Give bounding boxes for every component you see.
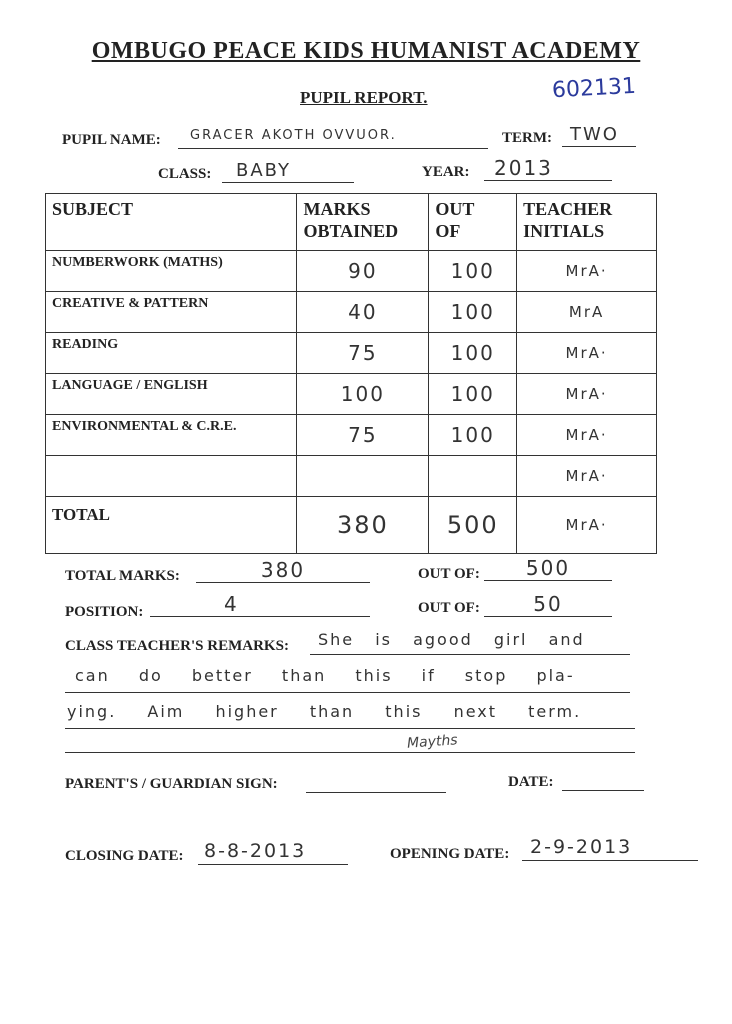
table-row: [46, 456, 657, 497]
year-label: YEAR:: [422, 164, 470, 180]
opening-date-value: 2-9-2013: [522, 836, 698, 861]
closing-date-label: CLOSING DATE:: [65, 848, 184, 864]
initials-cell: MrA·: [517, 251, 657, 292]
subject-cell: CREATIVE & PATTERN: [46, 292, 297, 333]
header-out-of: OUT OF: [429, 194, 517, 251]
out-of-label: OUT OF:: [418, 600, 480, 616]
subject-cell: NUMBERWORK (MATHS): [46, 251, 297, 292]
report-title: PUPIL REPORT.: [300, 88, 428, 107]
out-of-value: 50: [484, 592, 612, 617]
table-row: [46, 374, 657, 415]
header-subject: SUBJECT: [46, 194, 297, 251]
initials-cell: MrA·: [517, 333, 657, 374]
marks-cell: 100: [297, 374, 429, 415]
total-out-of-cell: 500: [429, 497, 517, 554]
year-value: 2013: [484, 156, 612, 181]
initials-cell: MrA·: [517, 374, 657, 415]
parent-sign-label: PARENT'S / GUARDIAN SIGN:: [65, 776, 278, 792]
marks-cell: 75: [297, 333, 429, 374]
table-row: [46, 292, 657, 333]
table-header-row: [46, 194, 657, 251]
total-marks-value: 380: [196, 558, 370, 583]
out-of-cell: 100: [429, 333, 517, 374]
term-label: TERM:: [502, 130, 552, 146]
out-of-cell: 100: [429, 251, 517, 292]
marks-cell: [297, 456, 429, 497]
position-label: POSITION:: [65, 604, 144, 620]
class-label: CLASS:: [158, 166, 212, 182]
remarks-line-4: [65, 734, 635, 753]
table-row: [46, 415, 657, 456]
out-of-cell: [429, 456, 517, 497]
initials-cell: MrA·: [517, 415, 657, 456]
pupil-name-value: GRACER AKOTH OVVUOR.: [178, 128, 488, 149]
remarks-line-3: ying. Aim higher than this next term.: [65, 702, 635, 729]
out-of-cell: 100: [429, 374, 517, 415]
total-marks-cell: 380: [297, 497, 429, 554]
school-name: OMBUGO PEACE KIDS HUMANIST ACADEMY: [91, 38, 641, 64]
position-value: 4: [150, 592, 370, 617]
out-of-cell: 100: [429, 415, 517, 456]
total-initials-cell: MrA·: [517, 497, 657, 554]
marks-cell: 90: [297, 251, 429, 292]
term-value: TWO: [562, 124, 636, 147]
marks-cell: 40: [297, 292, 429, 333]
table-row: [46, 251, 657, 292]
teacher-signature: Mayths: [406, 732, 459, 752]
closing-date-value: 8-8-2013: [198, 840, 348, 865]
total-label: TOTAL: [46, 497, 297, 554]
class-value: BABY: [222, 160, 354, 183]
date-line: [562, 772, 644, 791]
date-label: DATE:: [508, 774, 554, 790]
remarks-label: CLASS TEACHER'S REMARKS:: [65, 638, 289, 654]
subject-cell: LANGUAGE / ENGLISH: [46, 374, 297, 415]
header-marks-obtained: MARKS OBTAINED: [297, 194, 429, 251]
remarks-line-1: She is agood girl and: [310, 630, 630, 655]
subject-cell: READING: [46, 333, 297, 374]
table-row: [46, 333, 657, 374]
parent-sign-line: [306, 774, 446, 793]
subject-cell: ENVIRONMENTAL & C.R.E.: [46, 415, 297, 456]
out-of-cell: 100: [429, 292, 517, 333]
total-row: [46, 497, 657, 554]
initials-cell: MrA·: [517, 456, 657, 497]
initials-cell: MrA: [517, 292, 657, 333]
subject-cell: [46, 456, 297, 497]
remarks-line-2: can do better than this if stop pla-: [65, 666, 630, 693]
out-of-label: OUT OF:: [418, 566, 480, 582]
out-of-value: 500: [484, 556, 612, 581]
pupil-name-label: PUPIL NAME:: [62, 132, 161, 148]
report-number: 602131: [551, 73, 637, 104]
marks-cell: 75: [297, 415, 429, 456]
marks-table: [45, 193, 657, 554]
header-teacher-initials: TEACHER INITIALS: [517, 194, 657, 251]
opening-date-label: OPENING DATE:: [390, 846, 510, 862]
total-marks-label: TOTAL MARKS:: [65, 568, 180, 584]
